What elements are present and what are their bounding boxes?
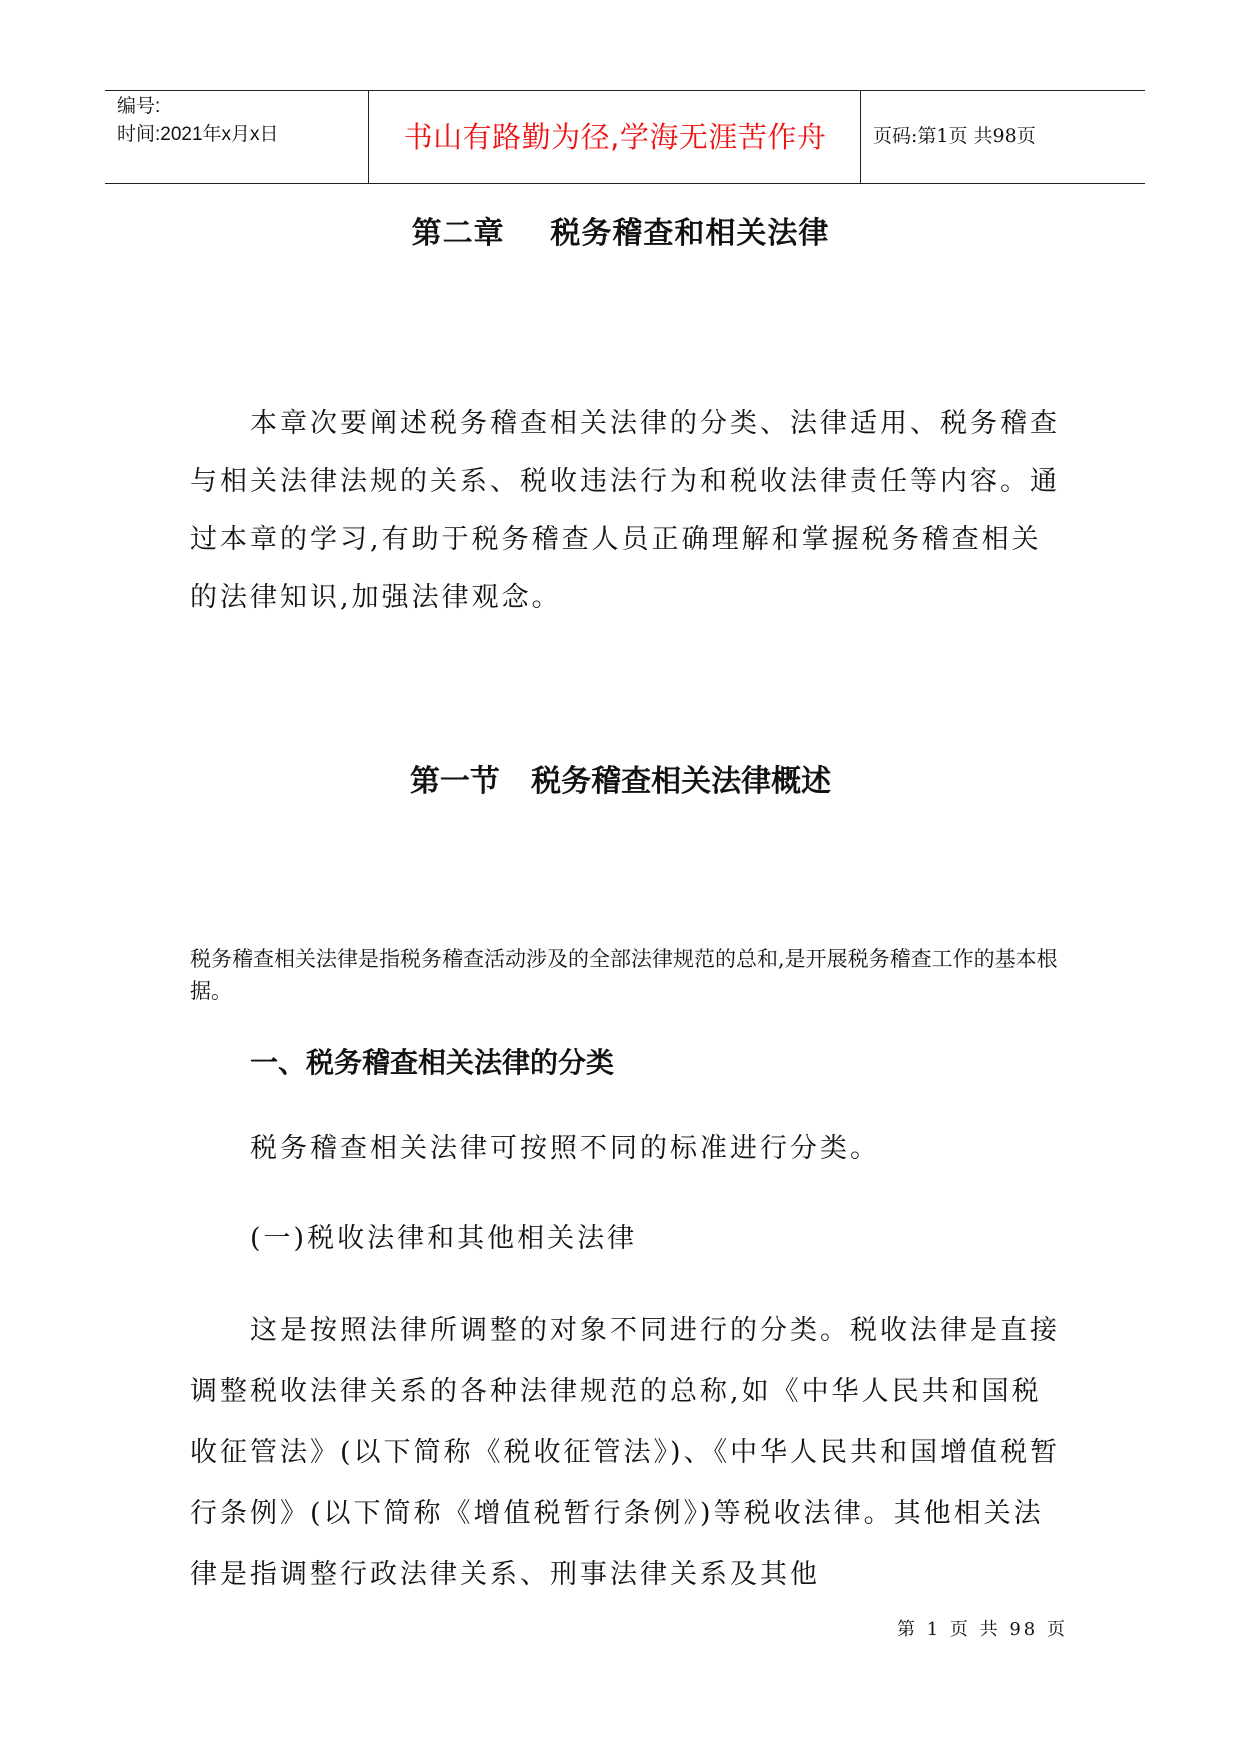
document-header (105, 90, 1145, 184)
chapter-title: 第二章 税务稽查和相关法律 (411, 216, 830, 251)
page-footer: 第 1 页 共 98 页 (897, 1619, 1068, 1640)
document-time-label: 时间:2021年x月x日 (117, 124, 279, 145)
section-lead-paragraph: 税务稽查相关法律是指税务稽查活动涉及的全部法律规范的总和,是开展税务稽查工作的基本根据。 (190, 947, 1058, 1003)
header-page-code: 页码:第1页 共98页 (873, 125, 1036, 147)
chapter-intro-paragraph: 本章次要阐述税务稽查相关法律的分类、法律适用、税务稽查与相关法律法规的关系、税收违法行为和税收法律责任等内容。通过本章的学习,有助于税务稽查人员正确理解和掌握税务稽查相关的法律知识,加强法律观念。 (190, 408, 1060, 613)
header-divider-left (368, 91, 369, 183)
header-motto: 书山有路勤为径,学海无涯苦作舟 (403, 120, 827, 154)
subsection-title: (一)税收法律和其他相关法律 (250, 1223, 638, 1254)
body-paragraph: 这是按照法律所调整的对象不同进行的分类。税收法律是直接调整税收法律关系的各种法律规范的总称,如《中华人民共和国税收征管法》(以下简称《税收征管法》)、《中华人民共和国增值税暂行条例》(以下简称《增值税暂行条例》)等税收法律。其他相关法律是指调整行政法律关系、刑事法律关系及其他 (190, 1315, 1061, 1590)
document-number-label: 编号: (117, 96, 161, 117)
header-meta (117, 93, 367, 149)
subheading-classification: 一、税务稽查相关法律的分类 (250, 1046, 615, 1079)
section-title: 第一节 税务稽查相关法律概述 (409, 764, 832, 799)
header-divider-right (860, 91, 861, 183)
classification-paragraph: 税务稽查相关法律可按照不同的标准进行分类。 (250, 1133, 880, 1164)
